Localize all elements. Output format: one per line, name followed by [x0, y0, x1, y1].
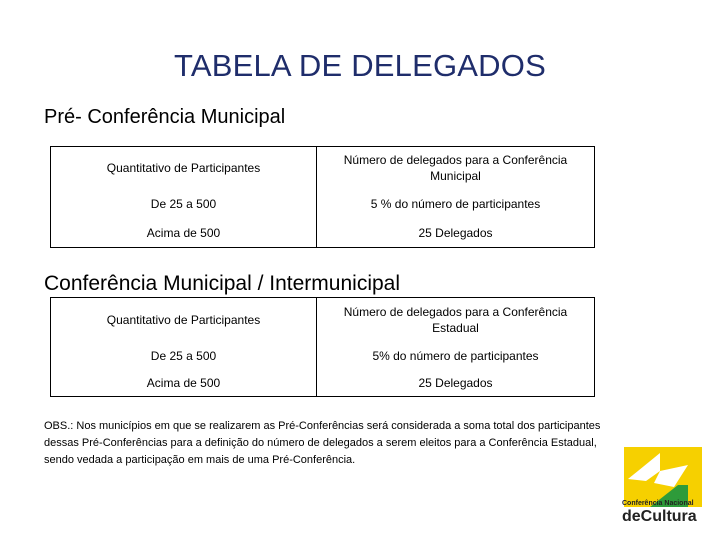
delegates-table-pre-conferencia [50, 146, 595, 248]
table-row [51, 189, 595, 218]
section-heading-municipal-intermunicipal: Conferência Municipal / Intermunicipal [44, 272, 401, 295]
header-cell: Quantitativo de Participantes [51, 147, 317, 190]
table-cell: Acima de 500 [51, 369, 317, 397]
delegates-table-municipal [50, 297, 595, 397]
logo-line2: deCultura [622, 508, 697, 525]
table-cell: 25 Delegados [317, 369, 595, 397]
header-cell: Número de delegados para a Conferência Estadual [317, 298, 595, 343]
table-cell: 5 % do número de participantes [317, 189, 595, 218]
table-cell: De 25 a 500 [51, 342, 317, 369]
section-heading-pre-conferencia: Pré- Conferência Municipal [44, 106, 286, 128]
header-cell: Número de delegados para a Conferência Municipal [317, 147, 595, 190]
table-cell: 25 Delegados [317, 218, 595, 248]
table-header-row [51, 298, 595, 343]
table-row [51, 342, 595, 369]
table-row [51, 218, 595, 248]
header-cell: Quantitativo de Participantes [51, 298, 317, 343]
table-cell: 5% do número de participantes [317, 342, 595, 369]
observation-note: OBS.: Nos municípios em que se realizarem as Pré-Conferências será considerada a soma total dos participantes dessas Pré-Conferências para a definição do número de delegados a serem eleitos para a Conferência Estadual, sendo vedada a participação em mais de uma Pré-Conferência. [44, 420, 601, 466]
table-header-row [51, 147, 595, 190]
table-row [51, 369, 595, 397]
logo-caption [622, 500, 712, 525]
table-cell: Acima de 500 [51, 218, 317, 248]
table-cell: De 25 a 500 [51, 189, 317, 218]
logo-line1: Conferência Nacional [622, 500, 694, 507]
page-title: TABELA DE DELEGADOS [174, 48, 546, 83]
